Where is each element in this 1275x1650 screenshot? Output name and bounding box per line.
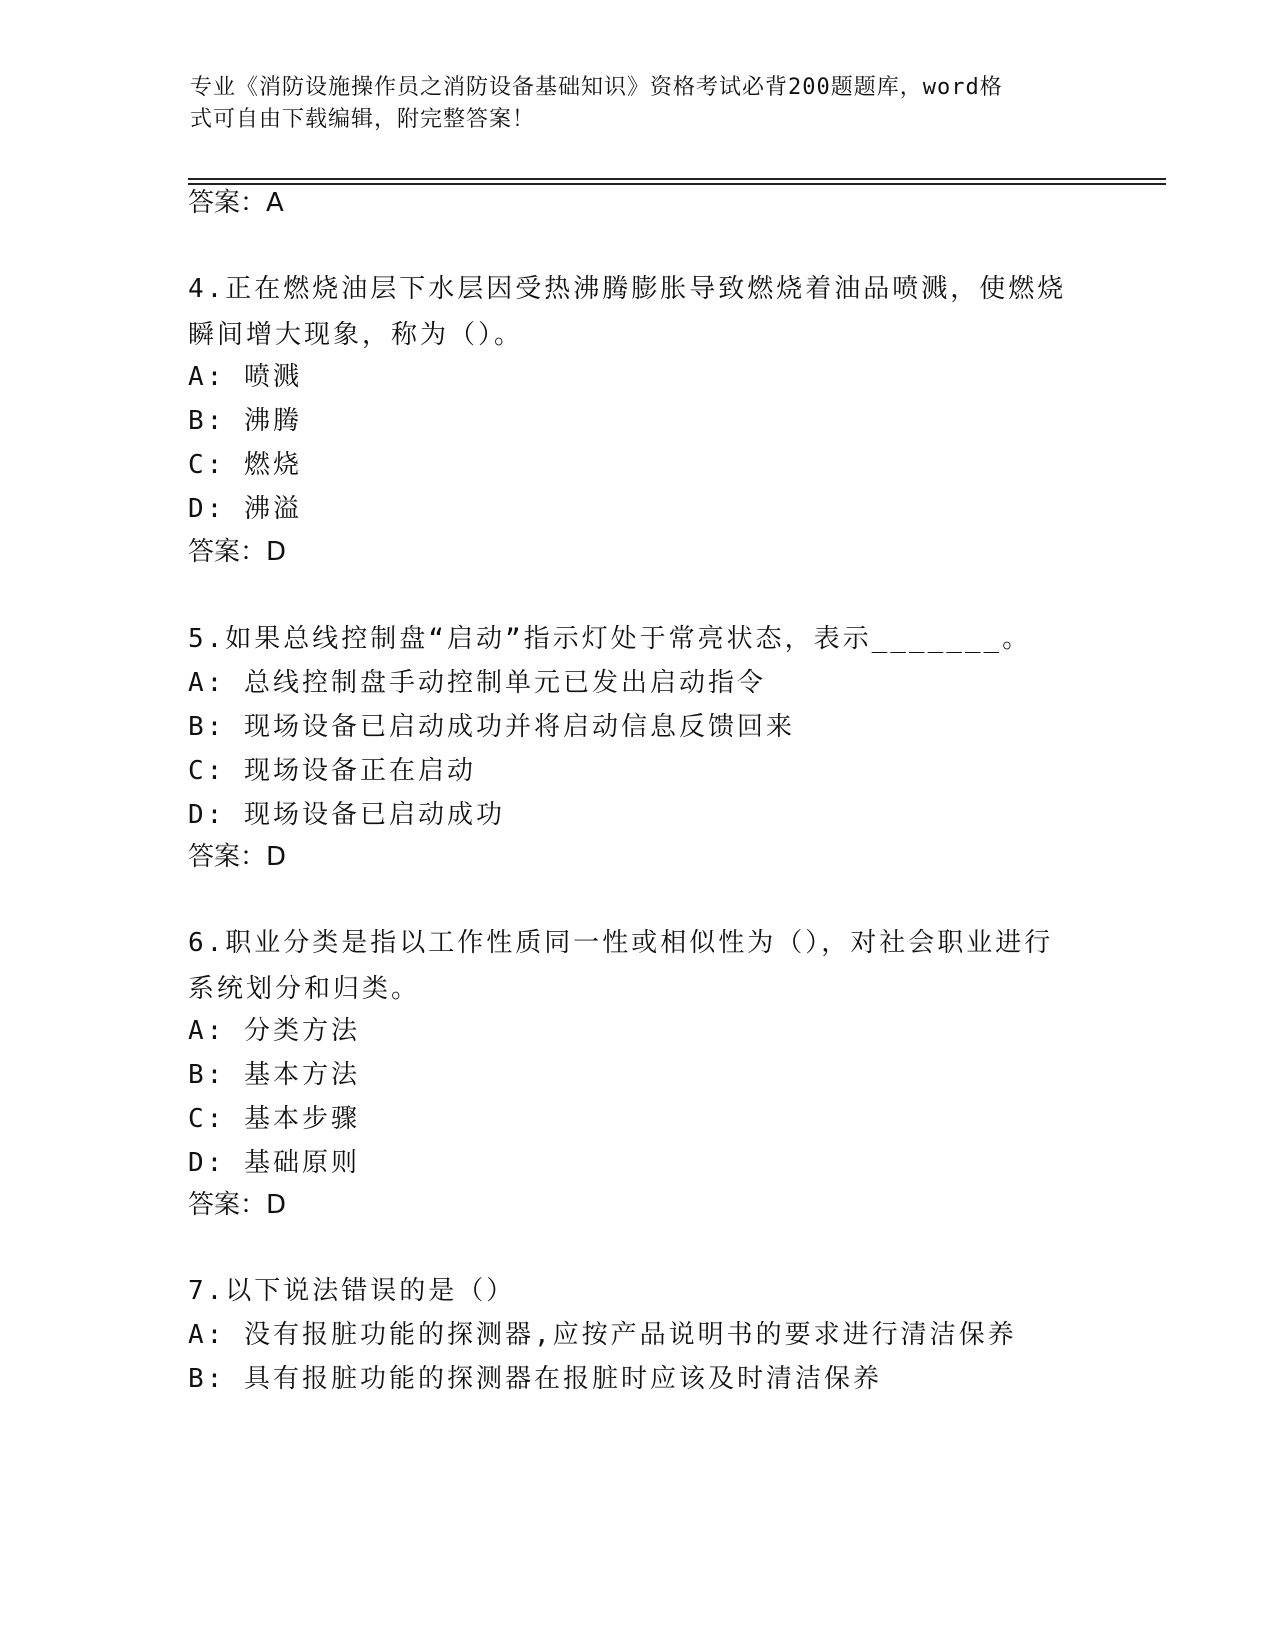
document-header xyxy=(190,72,1090,136)
question-4-stem-line-1: 4.正在燃烧油层下水层因受热沸腾膨胀导致燃烧着油品喷溅，使燃烧 xyxy=(188,274,1067,304)
question-6-option-d: D: 基础原则 xyxy=(188,1148,360,1178)
question-6-stem-line-2: 系统划分和归类。 xyxy=(188,974,421,1004)
question-4-option-d: D: 沸溢 xyxy=(188,494,302,524)
answer-q5: 答案：D xyxy=(188,842,287,872)
answer-q4: 答案：D xyxy=(188,537,287,567)
answer-q6: 答案：D xyxy=(188,1190,287,1220)
question-5-option-b: B: 现场设备已启动成功并将启动信息反馈回来 xyxy=(188,712,795,742)
question-4-stem xyxy=(188,266,1088,358)
question-6-stem xyxy=(188,920,1088,1012)
question-5-stem-line-1: 5.如果总线控制盘“启动”指示灯处于常亮状态，表示_______。 xyxy=(188,624,1032,654)
question-6-stem-line-1: 6.职业分类是指以工作性质同一性或相似性为（），对社会职业进行 xyxy=(188,928,1054,958)
header-line-2: 式可自由下载编辑，附完整答案！ xyxy=(190,107,536,132)
header-divider-bottom xyxy=(188,183,1166,185)
question-7-stem xyxy=(188,1268,1088,1314)
header-divider-top xyxy=(188,178,1166,180)
answer-q3: 答案：A xyxy=(188,188,284,218)
question-4-option-b: B: 沸腾 xyxy=(188,406,302,436)
question-5-option-a: A: 总线控制盘手动控制单元已发出启动指令 xyxy=(188,668,766,698)
question-6-option-c: C: 基本步骤 xyxy=(188,1104,360,1134)
question-7-option-a: A: 没有报脏功能的探测器,应按产品说明书的要求进行清洁保养 xyxy=(188,1320,1017,1350)
header-line-1: 专业《消防设施操作员之消防设备基础知识》资格考试必背200题题库，word格 xyxy=(190,75,1003,100)
question-4-stem-line-2: 瞬间增大现象，称为（）。 xyxy=(188,320,524,350)
question-5-option-c: C: 现场设备正在启动 xyxy=(188,756,476,786)
question-4-option-a: A: 喷溅 xyxy=(188,362,302,392)
question-6-option-a: A: 分类方法 xyxy=(188,1016,360,1046)
question-7-option-b: B: 具有报脏功能的探测器在报脏时应该及时清洁保养 xyxy=(188,1364,882,1394)
question-4-option-c: C: 燃烧 xyxy=(188,450,302,480)
question-5-option-d: D: 现场设备已启动成功 xyxy=(188,800,505,830)
question-5-stem xyxy=(188,616,1088,662)
question-7-stem-line-1: 7.以下说法错误的是（） xyxy=(188,1276,516,1306)
question-6-option-b: B: 基本方法 xyxy=(188,1060,360,1090)
